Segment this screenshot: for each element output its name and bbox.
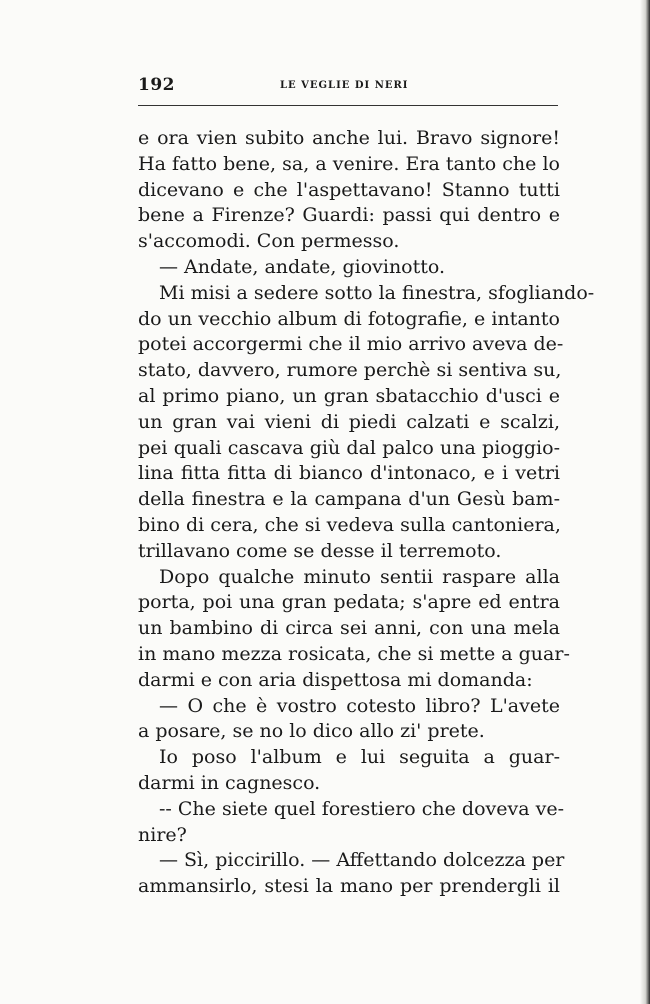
text-line: in mano mezza rosicata, che si mette a guar-	[138, 642, 570, 665]
text-line: a posare, se no lo dico allo zi' prete.	[138, 720, 485, 743]
text-line: pei quali cascava giù dal palco una pioggio-	[138, 436, 560, 459]
text-line: s'accomodi. Con permesso.	[138, 230, 400, 253]
text-line: — O che è vostro cotesto libro? L'avete	[159, 694, 560, 717]
text-line: nire?	[138, 823, 187, 846]
text-line: un bambino di circa sei anni, con una mela	[138, 617, 560, 640]
text-line: al primo piano, un gran sbatacchio d'usci e	[138, 384, 560, 407]
text-line: Ha fatto bene, sa, a venire. Era tanto che lo	[138, 152, 560, 175]
text-line: darmi in cagnesco.	[138, 771, 321, 794]
text-line: — Sì, piccirillo. — Affettando dolcezza per	[159, 849, 565, 872]
text-line: Io poso l'album e lui seguita a guar-	[159, 746, 560, 769]
text-line: un gran vai vieni di piedi calzati e scalzi,	[138, 410, 560, 433]
header-rule	[138, 105, 558, 106]
text-line: Mi misi a sedere sotto la finestra, sfogliando-	[159, 281, 595, 304]
page-header	[138, 75, 558, 99]
text-line: ammansirlo, stesi la mano per prendergli il	[138, 875, 560, 898]
body-text	[138, 126, 595, 900]
text-line: bene a Firenze? Guardi: passi qui dentro e	[138, 204, 560, 227]
text-line: darmi e con aria dispettosa mi domanda:	[138, 668, 533, 691]
text-line: bino di cera, che si vedeva sulla cantoniera,	[138, 513, 561, 536]
page-edge-shadow	[640, 0, 650, 1004]
text-line: lina fitta fitta di bianco d'intonaco, e i vetri	[138, 462, 560, 485]
running-title: LE VEGLIE DI NERI	[280, 80, 409, 91]
text-line: porta, poi una gran pedata; s'apre ed entra	[138, 591, 560, 614]
text-line: della finestra e la campana d'un Gesù bam-	[138, 488, 560, 511]
text-line: do un vecchio album di fotografie, e intanto	[138, 307, 560, 330]
page-number: 192	[138, 75, 175, 95]
text-line: — Andate, andate, giovinotto.	[159, 255, 446, 278]
text-line: Dopo qualche minuto sentii raspare alla	[159, 565, 560, 588]
text-line: dicevano e che l'aspettavano! Stanno tutti	[138, 178, 560, 201]
text-line: stato, davvero, rumore perchè si sentiva su,	[138, 359, 562, 382]
text-line: e ora vien subito anche lui. Bravo signore!	[138, 127, 560, 149]
text-line: -- Che siete quel forestiero che doveva ve-	[159, 797, 564, 820]
text-line: potei accorgermi che il mio arrivo aveva de-	[138, 333, 564, 356]
text-line: trillavano come se desse il terremoto.	[138, 539, 502, 562]
